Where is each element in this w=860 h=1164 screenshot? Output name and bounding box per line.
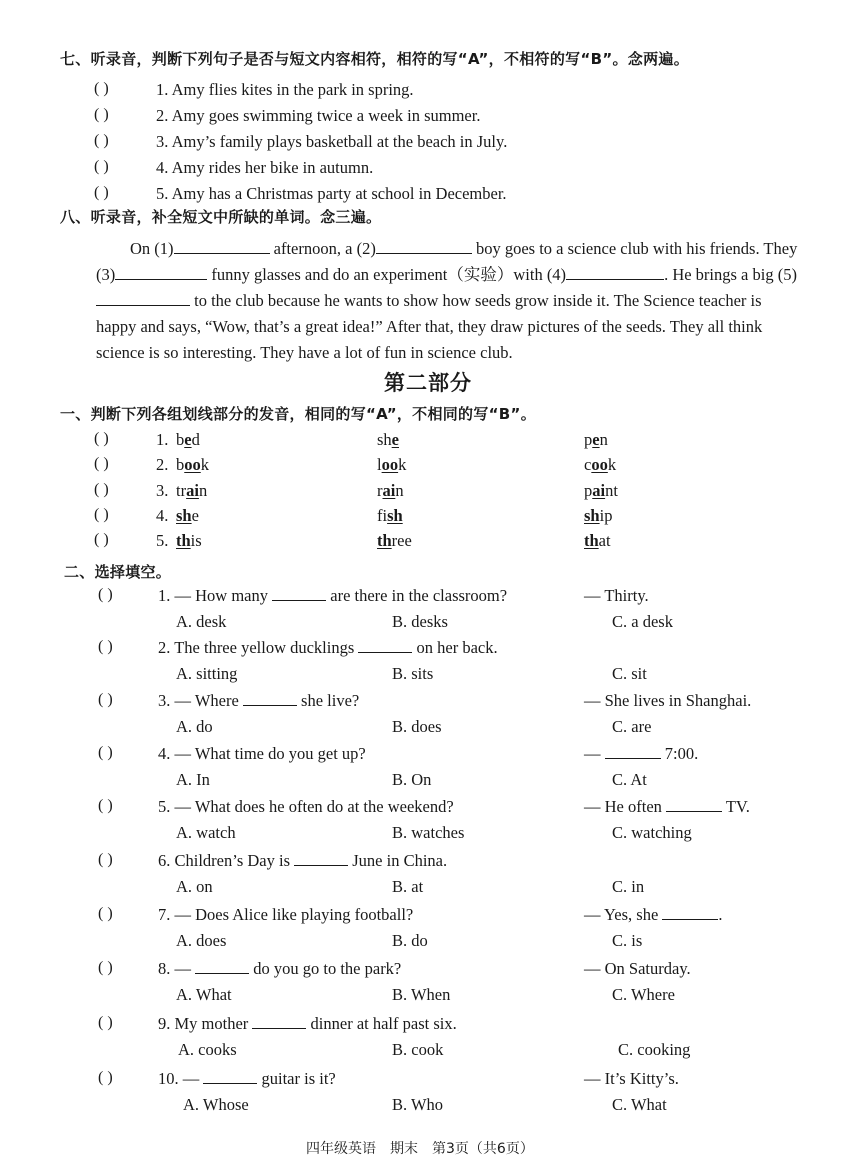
option-b[interactable]: B. On bbox=[392, 770, 432, 789]
answer-bracket[interactable]: ( ) bbox=[98, 638, 113, 655]
option-c[interactable]: C. in bbox=[612, 877, 645, 896]
word-part: is bbox=[190, 531, 202, 551]
underlined-letters: th bbox=[584, 531, 599, 551]
answer-bracket[interactable]: ( ) bbox=[98, 1014, 113, 1031]
passage-text: to the club because he wants to show how seeds grow inside it. The Science teacher is happy and says, “Wow, that’s a great idea!” After that, they draw pictures of the seeds. They all think science is so interesting. They have a lot of fun in science club. bbox=[96, 291, 763, 362]
pronunciation-word bbox=[584, 531, 611, 551]
word-part: l bbox=[377, 455, 382, 475]
option-b[interactable]: B. watches bbox=[392, 823, 465, 842]
answer-text bbox=[584, 1069, 679, 1089]
option-c[interactable]: C. Where bbox=[612, 985, 675, 1004]
question-part: are there in the classroom? bbox=[326, 586, 508, 605]
underlined-letters: oo bbox=[591, 455, 608, 475]
statement-text: 1. Amy flies kites in the park in spring. bbox=[156, 80, 414, 99]
word-part: b bbox=[176, 430, 185, 449]
word-part: k bbox=[398, 455, 407, 475]
option-a[interactable]: A. desk bbox=[176, 612, 227, 631]
answer-bracket[interactable]: ( ) bbox=[98, 797, 113, 814]
answer-part: — Thirty. bbox=[584, 586, 649, 605]
option-c[interactable]: C. cooking bbox=[618, 1040, 691, 1059]
answer-bracket[interactable]: ( ) bbox=[94, 455, 109, 473]
pronunciation-word bbox=[584, 430, 608, 450]
question-part: 5. — What does he often do at the weekend? bbox=[158, 797, 454, 816]
word-part: nt bbox=[605, 480, 618, 500]
answer-blank[interactable] bbox=[666, 810, 722, 812]
option-c[interactable]: C. a desk bbox=[612, 612, 673, 631]
word-part: k bbox=[200, 455, 209, 475]
question-part: dinner at half past six. bbox=[306, 1014, 457, 1033]
word-part: tr bbox=[176, 480, 187, 500]
blank-3[interactable] bbox=[115, 278, 207, 280]
answer-bracket[interactable]: ( ) bbox=[94, 184, 109, 201]
underlined-letters: th bbox=[377, 531, 392, 551]
page-footer: 四年级英语 期末 第3页（共6页） bbox=[306, 1141, 534, 1157]
word-part: e bbox=[191, 505, 199, 525]
answer-blank[interactable] bbox=[605, 757, 661, 759]
blank-1[interactable] bbox=[174, 252, 270, 254]
question-part: 8. — bbox=[158, 959, 196, 978]
pronunciation-word bbox=[584, 481, 618, 501]
question-blank[interactable] bbox=[272, 599, 326, 601]
word-part: c bbox=[584, 455, 592, 475]
question-text bbox=[158, 797, 454, 817]
question-blank[interactable] bbox=[252, 1027, 306, 1029]
question-part: 3. — Where bbox=[158, 691, 243, 710]
answer-bracket[interactable]: ( ) bbox=[98, 691, 113, 708]
question-part: guitar is it? bbox=[257, 1069, 336, 1088]
option-b[interactable]: B. sits bbox=[392, 664, 434, 683]
word-part: p bbox=[584, 430, 593, 449]
option-c[interactable]: C. is bbox=[612, 931, 643, 950]
answer-bracket[interactable]: ( ) bbox=[98, 1069, 113, 1086]
underlined-letters: ai bbox=[382, 480, 396, 500]
answer-bracket[interactable]: ( ) bbox=[98, 959, 113, 976]
question-blank[interactable] bbox=[195, 972, 249, 974]
underlined-letters: oo bbox=[184, 455, 201, 475]
word-part: n bbox=[198, 480, 208, 500]
question-blank[interactable] bbox=[203, 1082, 257, 1084]
pronunciation-word bbox=[377, 531, 412, 551]
question-text bbox=[158, 959, 401, 979]
option-a[interactable]: A. on bbox=[176, 877, 213, 896]
question-text bbox=[158, 905, 413, 925]
answer-bracket[interactable]: ( ) bbox=[98, 586, 113, 603]
question-part: do you go to the park? bbox=[249, 959, 402, 978]
option-a[interactable]: A. In bbox=[176, 770, 210, 789]
answer-part: — Yes, she bbox=[584, 905, 663, 924]
question-part: 7. — Does Alice like playing football? bbox=[158, 905, 414, 924]
question-text bbox=[158, 851, 447, 871]
passage-text: boy goes to a science club with his friends. They (3) bbox=[96, 239, 798, 284]
answer-text bbox=[584, 905, 723, 925]
option-a[interactable]: A. watch bbox=[176, 823, 236, 842]
option-b[interactable]: B. cook bbox=[392, 1040, 444, 1059]
word-part: p bbox=[584, 480, 593, 500]
word-part: n bbox=[599, 430, 608, 449]
option-b[interactable]: B. desks bbox=[392, 612, 448, 631]
word-part: r bbox=[377, 480, 383, 500]
question-blank[interactable] bbox=[243, 704, 297, 706]
question-part: 4. — What time do you get up? bbox=[158, 744, 366, 763]
part-2-title: 第二部分 bbox=[384, 371, 472, 395]
answer-part: — bbox=[584, 744, 605, 763]
answer-bracket[interactable]: ( ) bbox=[98, 851, 113, 868]
question-part: on her back. bbox=[412, 638, 498, 657]
answer-part: — He often bbox=[584, 797, 667, 816]
option-c[interactable]: C. sit bbox=[612, 664, 647, 683]
question-blank[interactable] bbox=[358, 651, 412, 653]
option-b[interactable]: B. do bbox=[392, 931, 428, 950]
pronunciation-word bbox=[584, 506, 612, 526]
statement-text: 5. Amy has a Christmas party at school in December. bbox=[156, 184, 507, 203]
word-part: n bbox=[395, 480, 404, 500]
question-part: 10. — bbox=[158, 1069, 204, 1088]
pronunciation-heading: 一、判断下列各组划线部分的发音，相同的写“A”，不相同的写“B”。 bbox=[60, 405, 537, 423]
item-number: 1. bbox=[156, 430, 169, 449]
word-part: fi bbox=[377, 505, 388, 525]
item-number: 4. bbox=[156, 505, 169, 525]
answer-text bbox=[584, 586, 649, 606]
question-text bbox=[158, 691, 359, 711]
item-number: 2. bbox=[156, 455, 169, 475]
pronunciation-word bbox=[377, 506, 403, 526]
passage-text: funny glasses and do an experiment（实验）with (4) bbox=[207, 265, 567, 284]
answer-part: — She lives in Shanghai. bbox=[584, 691, 752, 710]
question-part: she live? bbox=[296, 691, 360, 710]
answer-bracket[interactable]: ( ) bbox=[98, 905, 113, 922]
underlined-letters: ai bbox=[186, 480, 199, 500]
item-number: 5. bbox=[156, 531, 169, 551]
underlined-letters: e bbox=[592, 430, 600, 449]
underlined-letters: sh bbox=[176, 505, 192, 525]
option-a[interactable]: A. What bbox=[176, 985, 232, 1004]
section-8-heading: 八、听录音，补全短文中所缺的单词。念三遍。 bbox=[60, 208, 382, 226]
section-7-heading: 七、听录音，判断下列句子是否与短文内容相符，相符的写“A”，不相符的写“B”。念两遍。 bbox=[60, 50, 690, 68]
word-part: k bbox=[607, 455, 617, 475]
underlined-letters: sh bbox=[387, 505, 403, 525]
pronunciation-word bbox=[377, 455, 406, 475]
word-part: b bbox=[176, 455, 185, 475]
question-text bbox=[158, 1069, 336, 1089]
option-c[interactable]: C. are bbox=[612, 717, 652, 736]
option-b[interactable]: B. When bbox=[392, 985, 451, 1004]
option-a[interactable]: A. sitting bbox=[176, 664, 238, 683]
answer-part: — It’s Kitty’s. bbox=[584, 1069, 679, 1088]
answer-bracket[interactable]: ( ) bbox=[98, 744, 113, 761]
pronunciation-word bbox=[176, 481, 207, 501]
word-part: d bbox=[191, 430, 200, 449]
word-part: at bbox=[598, 531, 611, 551]
pronunciation-word bbox=[377, 481, 404, 501]
answer-blank[interactable] bbox=[662, 918, 718, 920]
word-part: sh bbox=[377, 430, 392, 449]
answer-text bbox=[584, 959, 691, 979]
pronunciation-word bbox=[377, 430, 399, 450]
question-text bbox=[158, 1014, 457, 1034]
passage-text: afternoon, a (2) bbox=[269, 239, 376, 258]
word-part: ree bbox=[391, 531, 412, 551]
question-part: 2. The three yellow ducklings bbox=[158, 638, 359, 657]
option-b[interactable]: B. does bbox=[392, 717, 442, 736]
pronunciation-word bbox=[176, 455, 209, 475]
answer-bracket[interactable]: ( ) bbox=[94, 480, 109, 498]
underlined-letters: ai bbox=[592, 480, 606, 500]
word-part: ip bbox=[599, 505, 613, 525]
blank-5[interactable] bbox=[96, 304, 190, 306]
answer-bracket[interactable]: ( ) bbox=[94, 106, 109, 123]
option-a[interactable]: A. cooks bbox=[178, 1040, 237, 1059]
option-a[interactable]: A. do bbox=[176, 717, 213, 736]
item-number: 3. bbox=[156, 480, 169, 500]
blank-2[interactable] bbox=[376, 252, 472, 254]
statement-text: 4. Amy rides her bike in autumn. bbox=[156, 158, 374, 177]
question-text bbox=[158, 586, 507, 606]
answer-text bbox=[584, 797, 750, 817]
question-part: 9. My mother bbox=[158, 1014, 253, 1033]
question-part: 6. Children’s Day is bbox=[158, 851, 295, 870]
question-part: June in China. bbox=[348, 851, 448, 870]
answer-bracket[interactable]: ( ) bbox=[94, 158, 109, 175]
question-part: 1. — How many bbox=[158, 586, 273, 605]
question-blank[interactable] bbox=[294, 864, 348, 866]
underlined-letters: th bbox=[176, 531, 191, 551]
pronunciation-word bbox=[176, 531, 202, 551]
option-a[interactable]: A. does bbox=[176, 931, 227, 950]
cloze-passage bbox=[96, 236, 804, 366]
answer-part: TV. bbox=[722, 797, 750, 816]
option-b[interactable]: B. Who bbox=[392, 1095, 444, 1114]
underlined-letters: sh bbox=[584, 505, 600, 525]
pronunciation-word bbox=[176, 506, 199, 526]
passage-text: . He brings a big (5) bbox=[664, 265, 797, 284]
answer-text bbox=[584, 744, 698, 764]
pronunciation-word bbox=[584, 455, 616, 475]
option-c[interactable]: C. What bbox=[612, 1095, 667, 1114]
answer-part: . bbox=[718, 905, 723, 924]
pronunciation-word bbox=[176, 430, 200, 450]
answer-part: 7:00. bbox=[660, 744, 699, 763]
underlined-letters: e bbox=[391, 430, 399, 449]
statement-text: 3. Amy’s family plays basketball at the beach in July. bbox=[156, 132, 508, 151]
option-a[interactable]: A. Whose bbox=[183, 1095, 249, 1114]
choice-heading: 二、选择填空。 bbox=[64, 563, 172, 581]
option-b[interactable]: B. at bbox=[392, 877, 424, 896]
answer-bracket[interactable]: ( ) bbox=[94, 80, 109, 97]
question-text bbox=[158, 744, 366, 764]
option-c[interactable]: C. watching bbox=[612, 823, 692, 842]
underlined-letters: oo bbox=[381, 455, 399, 475]
blank-4[interactable] bbox=[566, 278, 664, 280]
answer-bracket[interactable]: ( ) bbox=[94, 430, 109, 447]
answer-bracket[interactable]: ( ) bbox=[94, 531, 109, 549]
question-text bbox=[158, 638, 498, 658]
answer-bracket[interactable]: ( ) bbox=[94, 505, 109, 523]
answer-text bbox=[584, 691, 751, 711]
statement-text: 2. Amy goes swimming twice a week in summer. bbox=[156, 106, 481, 125]
passage-text: On (1) bbox=[130, 239, 174, 258]
answer-part: — On Saturday. bbox=[584, 959, 691, 978]
answer-bracket[interactable]: ( ) bbox=[94, 132, 109, 149]
underlined-letters: e bbox=[184, 430, 192, 449]
option-c[interactable]: C. At bbox=[612, 770, 647, 789]
